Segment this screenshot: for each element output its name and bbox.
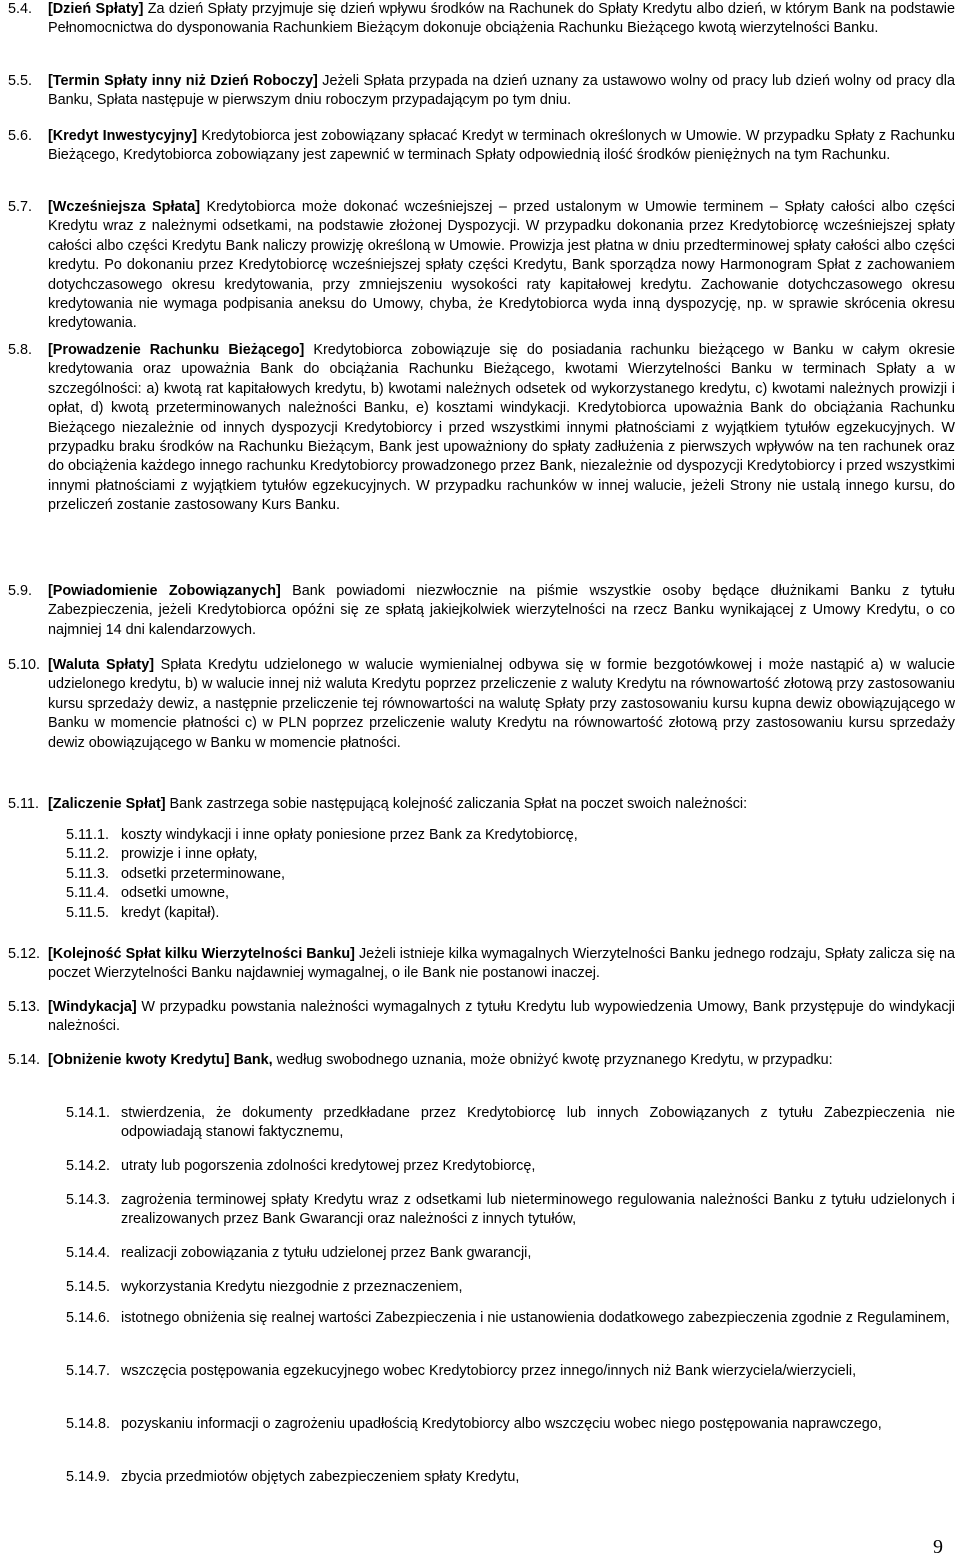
section-5-6 xyxy=(8,127,955,166)
section-text: Kredytobiorca może dokonać wcześniejszej – przed ustalonym w Umowie terminem – Spłaty całości albo części Kredytu wraz z należnymi odsetkami, na podstawie złożonej Dyspozycji. W przypadku dokonania przez Kredytobiorcę wcześniejszej spłaty całości albo części Kredytu Bank naliczy prowizję określoną w Umowie. Prowizja jest płatna w dniu przedterminowej spłaty całości albo części kredytu. Po dokonaniu przez Kredytobiorcę wcześniejszej spłaty części Kredytu, Bank sporządza nowy Harmonogram Spłat z zachowaniem dotychczasowego okresu kredytowania, przy zmniejszeniu wysokości raty kapitałowej kredytu. Zachowanie dotychczasowego okresu kredytowania nie wymaga podpisania aneksu do Umowy, chyba, że Kredytobiorca wyda inną dyspozycję, np. w sprawie skrócenia okresu kredytowania. xyxy=(48,199,955,332)
section-number: 5.7. xyxy=(8,199,33,215)
list-item: 5.14.5. wykorzystania Kredytu niezgodnie z przeznaczeniem, xyxy=(66,1279,463,1295)
list-item: 5.14.9. zbycia przedmiotów objętych zabezpieczeniem spłaty Kredytu, xyxy=(66,1469,520,1485)
section-text: Jeżeli istnieje kilka wymagalnych Wierzytelności Banku jednego rodzaju, Spłaty zalicza się na poczet Wierzytelności Banku najdawniej wymagalnej, o ile Bank nie postanowi inaczej. xyxy=(48,946,955,982)
list-item: 5.14.2. utraty lub pogorszenia zdolności kredytowej przez Kredytobiorcę, xyxy=(66,1158,536,1174)
list-item: 5.14.4. realizacji zobowiązania z tytułu udzielonej przez Bank gwarancji, xyxy=(66,1245,532,1261)
section-body xyxy=(48,198,955,334)
section-title: [Dzień Spłaty] xyxy=(48,1,144,17)
section-title: [Kredyt Inwestycyjny] xyxy=(48,128,198,144)
section-number: 5.12. xyxy=(8,946,41,962)
section-body xyxy=(48,341,955,516)
section-number: 5.4. xyxy=(8,1,33,17)
section-text: Spłata Kredytu udzielonego w walucie wymienialnej odbywa się w formie bezgotówkowej i może nastąpić a) w walucie udzielonego kredytu, b) w walucie innej niż waluta Kredytu poprzez przeliczenie z waluty Kredytu na równowartość złotową przy zastosowaniu kursu sprzedaży dewiz, a następnie przeliczenie tej równowartości na walutę Spłaty przy zastosowaniu kursu kupna dewiz obowiązującego w Banku w momencie płatności c) w PLN poprzez przeliczenie waluty Kredytu na równowartość złotową przy zastosowaniu kursu sprzedaży dewiz obowiązującego w Banku w momencie płatności. xyxy=(48,657,955,751)
section-title: [Wcześniejsza Spłata] xyxy=(48,199,201,215)
section-body xyxy=(48,0,955,39)
section-body xyxy=(48,656,955,753)
section-body xyxy=(48,72,955,111)
list-item: 5.14.6. istotnego obniżenia się realnej wartości Zabezpieczenia i nie ustanowienia dodatkowego zabezpieczenia zgodnie z Regulaminem, xyxy=(66,1310,950,1326)
section-number: 5.14. xyxy=(8,1052,41,1068)
section-number: 5.9. xyxy=(8,583,33,599)
list-item: 5.14.1. stwierdzenia, że dokumenty przedkładane przez Kredytobiorcę lub innych Zobowiązanych z tytułu Zabezpieczenia nie odpowiadają stanowi faktycznemu, xyxy=(66,1105,955,1141)
section-title: [Termin Spłaty inny niż Dzień Roboczy] xyxy=(48,73,318,89)
section-text: według swobodnego uznania, może obniżyć kwotę przyznanego Kredytu, w przypadku: xyxy=(272,1052,833,1068)
list-item: 5.14.7. wszczęcia postępowania egzekucyjnego wobec Kredytobiorcy przez innego/innych niż Bank wierzyciela/wierzycieli, xyxy=(66,1363,857,1379)
section-text: Kredytobiorca jest zobowiązany spłacać Kredyt w terminach określonych w Umowie. W przypadku Spłaty z Rachunku Bieżącego, Kredytobiorca zobowiązany jest zapewnić w terminach Spłaty odpowiednią ilość środków pieniężnych na tym Rachunku. xyxy=(48,128,956,164)
section-number: 5.8. xyxy=(8,342,33,358)
section-text: W przypadku powstania należności wymagalnych z tytułu Kredytu lub wypowiedzenia Umowy, Bank przystępuje do windykacji należności. xyxy=(48,999,955,1035)
list-item: 5.14.3. zagrożenia terminowej spłaty Kredytu wraz z odsetkami lub nieterminowego regulowania należności Banku z tytułu udzielonych i zrealizowanych przez Bank Gwarancji oraz należności z innych tytułów, xyxy=(66,1192,955,1228)
section-text: Jeżeli Spłata przypada na dzień uznany za ustawowo wolny od pracy lub dzień wolny od pracy dla Banku, Spłata następuje w pierwszym dniu roboczym przypadającym po tym dniu. xyxy=(48,73,955,109)
section-number: 5.13. xyxy=(8,999,41,1015)
list-item: 5.11.3. odsetki przeterminowane, xyxy=(66,865,285,882)
list-item: 5.11.2. prowizje i inne opłaty, xyxy=(66,846,258,863)
section-5-9 xyxy=(8,582,955,640)
section-5-7 xyxy=(8,198,955,334)
section-5-5 xyxy=(8,72,955,111)
section-5-13 xyxy=(8,998,955,1037)
section-text: Kredytobiorca zobowiązuje się do posiadania rachunku bieżącego w Banku w całym okresie kredytowania oraz upoważnia Bank do obciążania Rachunku Bieżącego, kwotami Wierzytelności Banku w terminach Spłaty a w szczególności: a) kwotą rat kapitałowych kredytu, b) kwotami należnych odsetek od wykorzystanego kredytu, c) kwotami należnych prowizji i opłat, d) kwotą przeterminowanych należności Banku, e) kosztami windykacji. Kredytobiorca upoważnia Bank do obciążania Rachunku Bieżącego niezależnie od innych dyspozycji Kredytobiorcy i przed wszystkimi innymi płatnościami z wyjątkiem tytułów egzekucyjnych. W przypadku braku środków na Rachunku Bieżącym, Bank jest upoważniony do spłaty zadłużenia z pierwszych wpływów na ten rachunek oraz do obciążenia każdego innego rachunku Kredytobiorcy prowadzonego przez Bank, niezależnie od dyspozycji Kredytobiorcy i przed wszystkimi innymi płatnościami z wyjątkiem tytułów egzekucyjnych. W przypadku rachunków w innej walucie, jeżeli Strony nie ustalą innego kursu, do przeliczeń zostanie zastosowany Kurs Banku. xyxy=(48,342,955,514)
section-number: 5.10. xyxy=(8,657,41,673)
list-5-11 xyxy=(8,826,955,923)
list-item: 5.14.8. pozyskaniu informacji o zagrożeniu upadłością Kredytobiorcy albo wszczęciu wobec niego postępowania naprawczego, xyxy=(66,1416,882,1432)
section-5-10 xyxy=(8,656,955,753)
section-body xyxy=(48,1051,955,1070)
section-body xyxy=(48,127,955,166)
section-title: [Waluta Spłaty] xyxy=(48,657,155,673)
section-text: Bank zastrzega sobie następującą kolejność zaliczania Spłat na poczet swoich należności: xyxy=(165,796,748,812)
section-title: [Powiadomienie Zobowiązanych] xyxy=(48,583,281,599)
page-number: 9 xyxy=(933,1535,943,1558)
section-title: [Kolejność Spłat kilku Wierzytelności Banku] xyxy=(48,946,355,962)
section-title: [Obniżenie kwoty Kredytu] Bank, xyxy=(48,1052,273,1068)
section-body xyxy=(48,998,955,1037)
list-item: 5.11.4. odsetki umowne, xyxy=(66,885,229,902)
section-body xyxy=(48,795,955,814)
section-number: 5.6. xyxy=(8,128,33,144)
list-item: 5.11.5. kredyt (kapitał). xyxy=(66,904,220,921)
section-5-11 xyxy=(8,795,955,814)
section-title: [Prowadzenie Rachunku Bieżącego] xyxy=(48,342,305,358)
list-item: 5.11.1. koszty windykacji i inne opłaty poniesione przez Bank za Kredytobiorcę, xyxy=(66,827,578,843)
section-5-8 xyxy=(8,341,955,516)
section-5-12 xyxy=(8,945,955,984)
section-number: 5.11. xyxy=(8,796,39,812)
section-title: [Windykacja] xyxy=(48,999,137,1015)
section-number: 5.5. xyxy=(8,73,33,89)
section-text: Bank powiadomi niezwłocznie na piśmie wszystkie osoby będące dłużnikami Banku z tytułu Zabezpieczenia, jeżeli Kredytobiorca opóźni się ze spłatą jakiejkolwiek wierzytelności na rzecz Banku wynikającej z Umowy Kredytu, o co najmniej 14 dni kalendarzowych. xyxy=(48,583,955,638)
section-text: Za dzień Spłaty przyjmuje się dzień wpływu środków na Rachunek do Spłaty Kredytu albo dzień, w którym Bank na podstawie Pełnomocnictwa do dysponowania Rachunkiem Bieżącym dokonuje obciążenia Rachunku Bieżącego kwotą wierzytelności Banku. xyxy=(48,1,955,37)
section-body xyxy=(48,945,955,984)
section-title: [Zaliczenie Spłat] xyxy=(48,796,166,812)
section-body xyxy=(48,582,955,640)
section-5-4 xyxy=(8,0,955,39)
section-5-14 xyxy=(8,1051,955,1070)
